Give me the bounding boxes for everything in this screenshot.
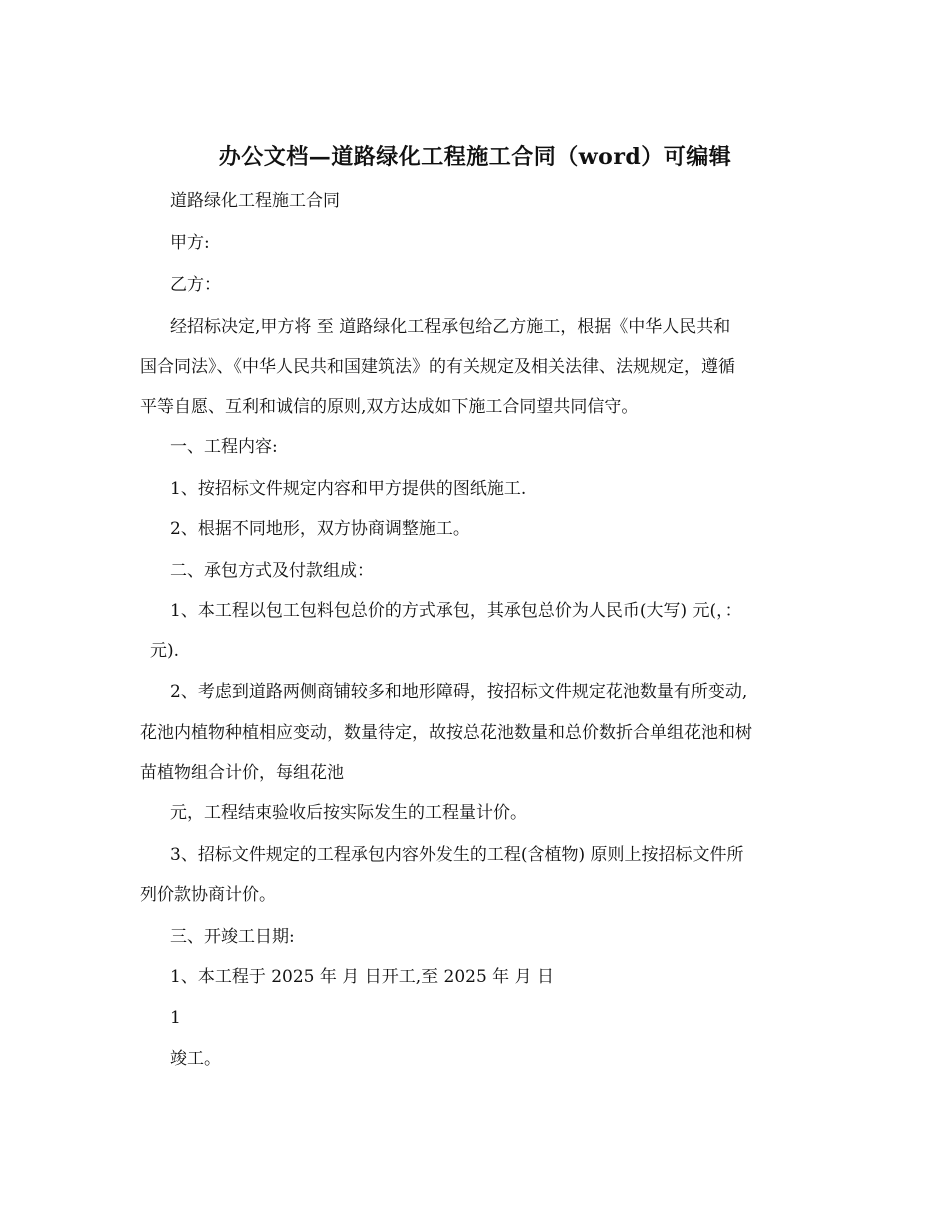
document-title: 办公文档—道路绿化工程施工合同（word）可编辑 [218,144,732,170]
clause-line: 列价款协商计价。 [140,885,276,905]
clause-line: 苗植物组合计价，每组花池 [140,763,344,783]
party-b-line: 乙方： [170,275,221,295]
section-heading-3: 三、开竣工日期: [170,927,295,947]
clause-line: 1、按招标文件规定内容和甲方提供的图纸施工. [170,479,527,499]
clause-line: 2、考虑到道路两侧商铺较多和地形障碍，按招标文件规定花池数量有所变动, [170,682,748,702]
clause-line: 竣工。 [170,1049,221,1069]
clause-line: 1、本工程以包工包料包总价的方式承包，其承包总价为人民币(大写) 元(，： [170,601,742,621]
clause-line: 元). [150,641,180,661]
paragraph-line: 平等自愿、互利和诚信的原则,双方达成如下施工合同望共同信守。 [140,397,639,417]
clause-line: 2、根据不同地形，双方协商调整施工。 [170,519,470,539]
clause-line: 1、本工程于 2025 年 月 日开工,至 2025 年 月 日 [170,967,554,987]
page-number: 1 [170,1008,181,1028]
section-heading-1: 一、工程内容: [170,437,278,457]
paragraph-line: 经招标决定,甲方将 至 道路绿化工程承包给乙方施工，根据《中华人民共和 [170,317,731,337]
section-heading-2: 二、承包方式及付款组成： [170,561,374,581]
clause-line: 花池内植物种植相应变动，数量待定，故按总花池数量和总价数折合单组花池和树 [140,723,752,743]
clause-line: 元，工程结束验收后按实际发生的工程量计价。 [170,803,527,823]
clause-line: 3、招标文件规定的工程承包内容外发生的工程(含植物) 原则上按招标文件所 [170,845,744,865]
paragraph-line: 国合同法》、《中华人民共和国建筑法》的有关规定及相关法律、法规规定，遵循 [140,357,735,377]
party-a-line: 甲方: [170,233,210,253]
contract-heading: 道路绿化工程施工合同 [170,191,340,211]
